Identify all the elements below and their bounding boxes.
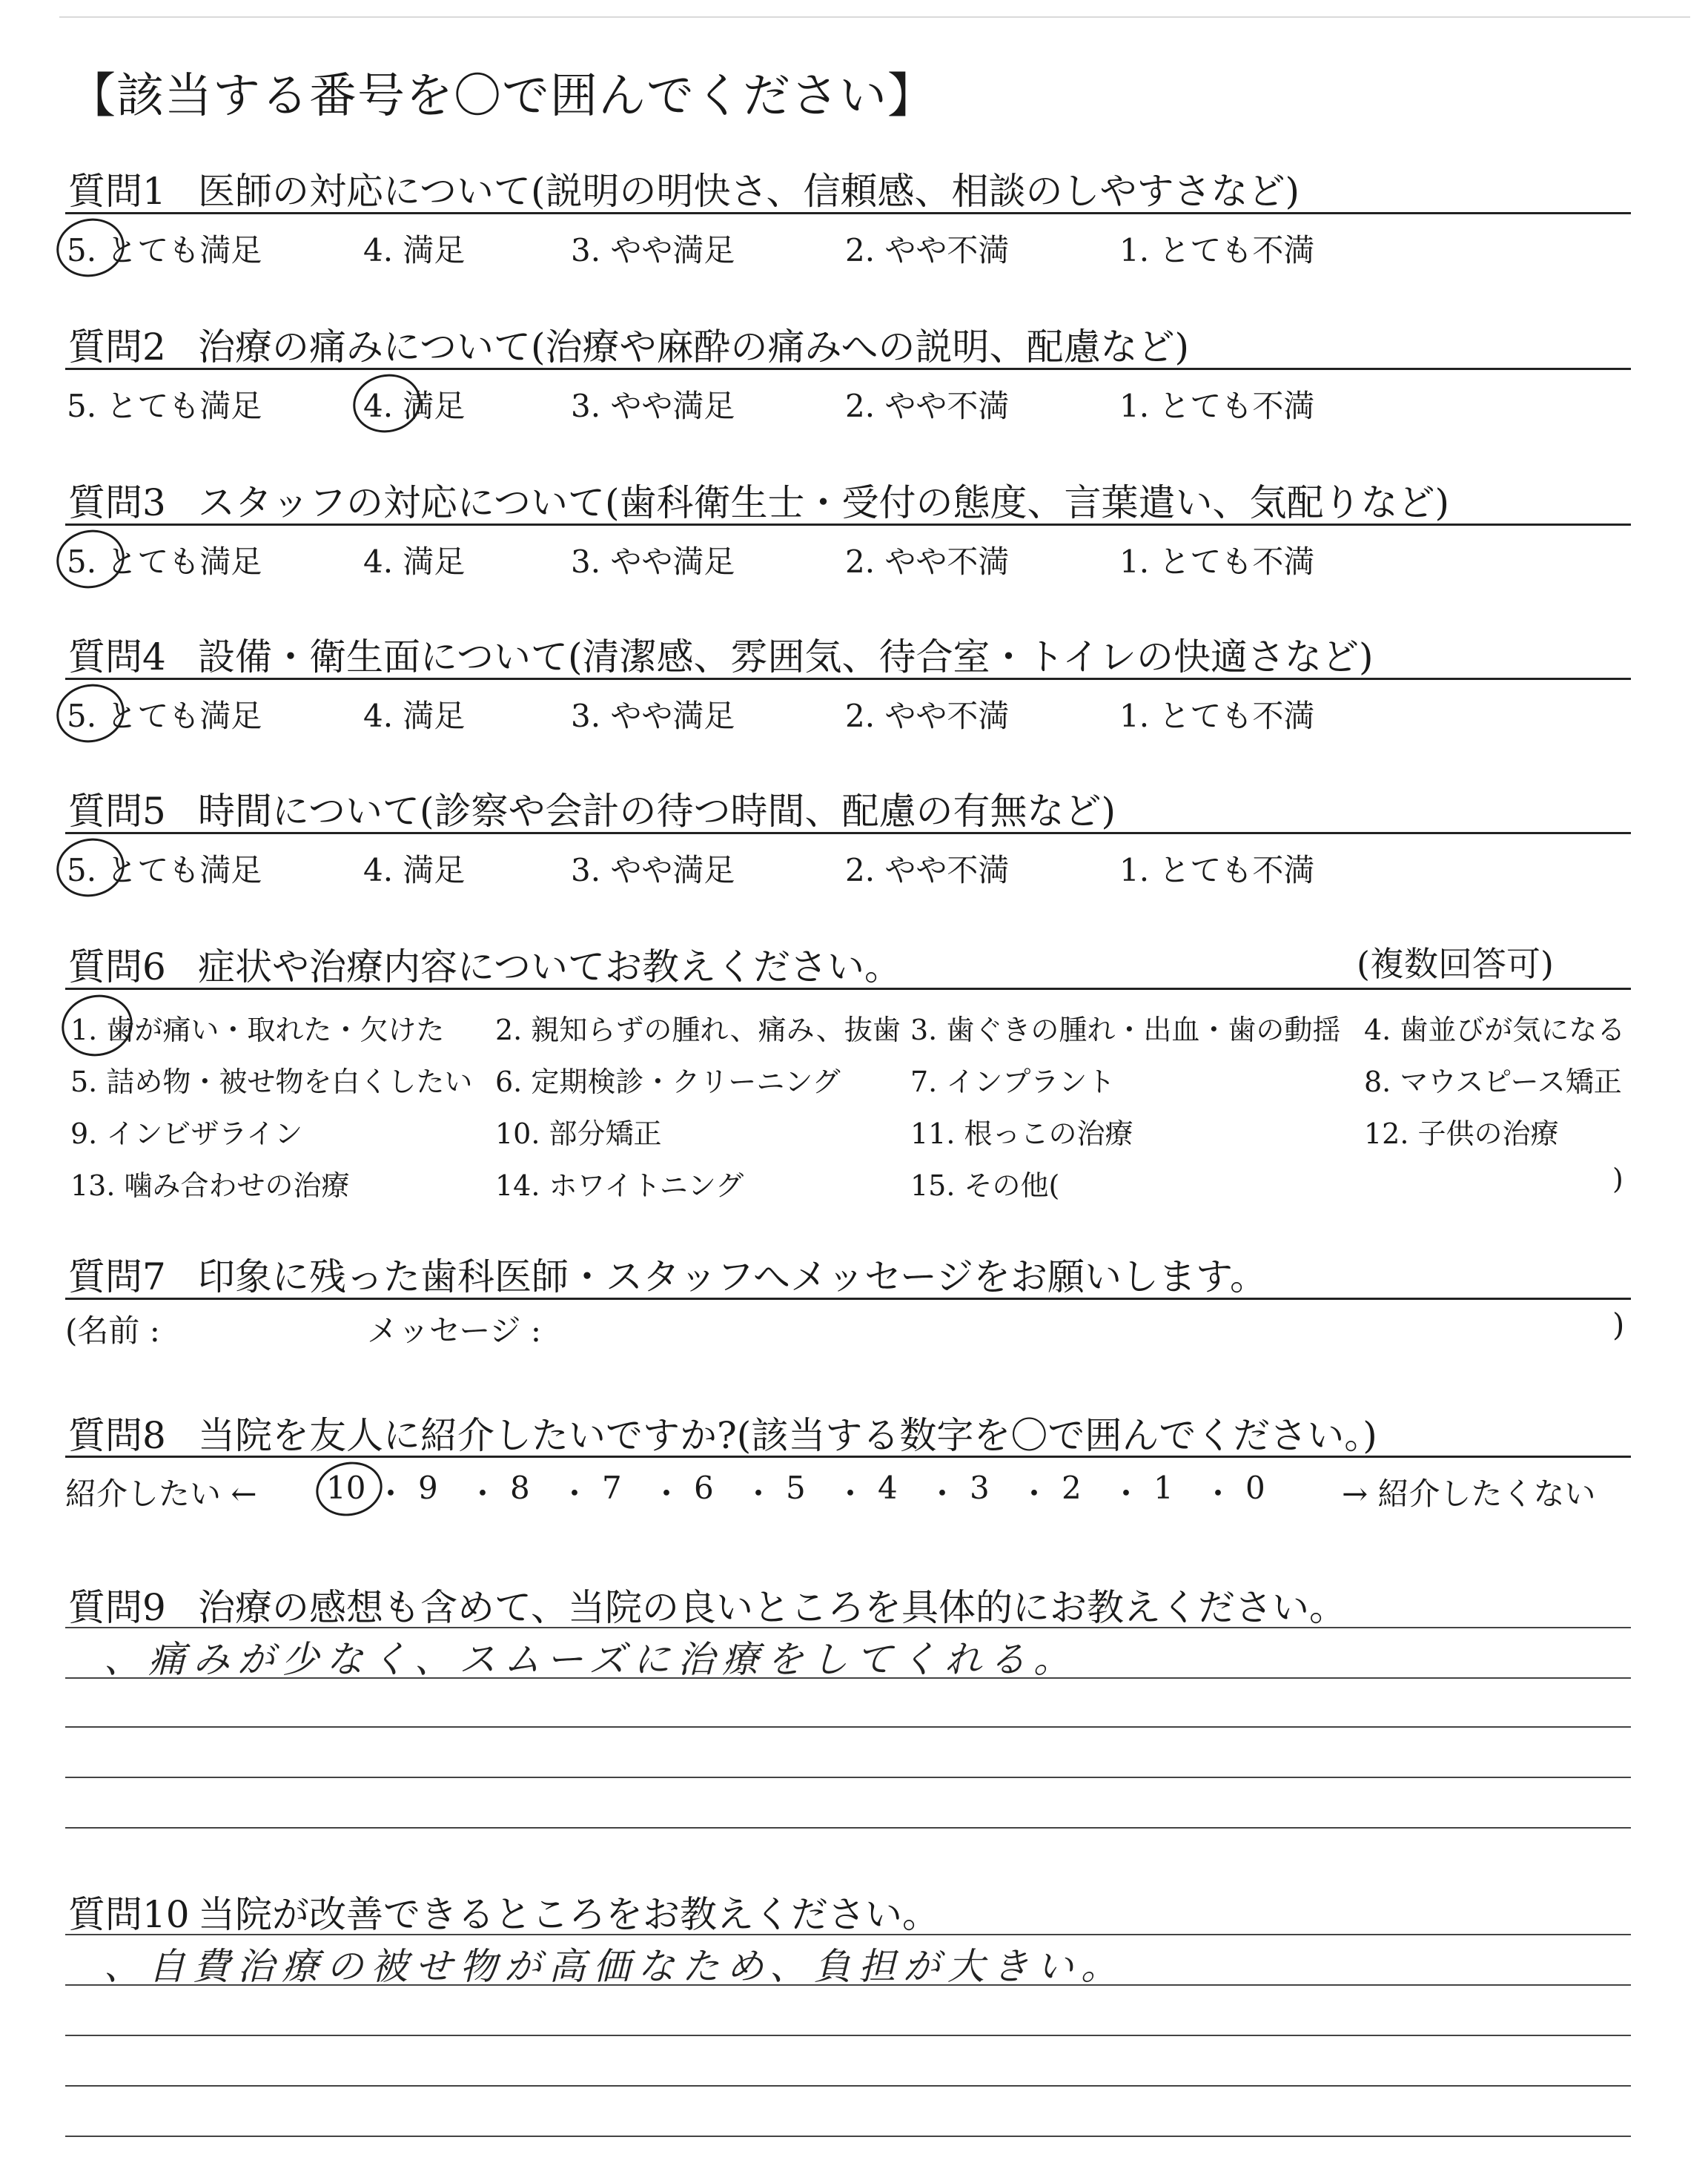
q3-option-5[interactable]: 5. とても満足 [67, 544, 262, 580]
q2-option-4[interactable]: 4. 満足 [363, 388, 466, 424]
q7-close-paren: ) [1612, 1307, 1625, 1343]
q6-option-10[interactable]: 10. 部分矯正 [495, 1117, 662, 1150]
q3-option-2[interactable]: 2. やや不満 [845, 544, 1010, 580]
q4-option-4[interactable]: 4. 満足 [363, 698, 466, 734]
q6-number: 質問6 [68, 945, 166, 988]
q6-option-15[interactable]: 15. その他( [910, 1169, 1060, 1202]
q1-number: 質問1 [68, 170, 166, 213]
q9-handwritten-answer: 、痛みが少なく、スムーズに治療をしてくれる。 [104, 1638, 1078, 1681]
q4-option-1[interactable]: 1. とても不満 [1119, 698, 1315, 734]
q1-option-1[interactable]: 1. とても不満 [1119, 232, 1315, 268]
q6-other-close-paren: ) [1612, 1163, 1623, 1195]
q5-number: 質問5 [68, 790, 166, 833]
q1-option-5[interactable]: 5. とても満足 [67, 232, 262, 268]
q9-line-5 [65, 1827, 1631, 1829]
q6-title [68, 937, 901, 991]
q6-option-14[interactable]: 14. ホワイトニング [495, 1169, 744, 1202]
q2-selection-circle [348, 368, 426, 438]
q9-line-3 [65, 1726, 1631, 1728]
q4-number: 質問4 [68, 635, 166, 678]
q7-message-label: メッセージ : [367, 1312, 541, 1349]
q8-right-label: → 紹介したくない [1342, 1476, 1596, 1512]
q9-line-2 [65, 1677, 1631, 1679]
q6-option-8[interactable]: 8. マウスピース矯正 [1364, 1066, 1622, 1098]
q5-option-1[interactable]: 1. とても不満 [1119, 852, 1315, 888]
q8-rule [65, 1456, 1631, 1458]
q7-name-label: (名前 : [65, 1312, 160, 1349]
q10-line-4 [65, 2085, 1631, 2087]
q2-option-5[interactable]: 5. とても満足 [67, 388, 262, 424]
q1-option-3[interactable]: 3. やや満足 [571, 232, 735, 268]
q8-title [68, 1406, 1377, 1459]
q2-text: 治療の痛みについて(治療や麻酔の痛みへの説明、配慮など) [198, 326, 1190, 369]
q8-separator: ・ [743, 1476, 775, 1512]
q10-title [68, 1885, 939, 1938]
q8-separator: ・ [467, 1476, 499, 1512]
q3-option-4[interactable]: 4. 満足 [363, 544, 466, 580]
q2-number: 質問2 [68, 326, 166, 369]
q2-title [68, 317, 1189, 371]
q3-selection-circle [51, 524, 130, 594]
q1-option-2[interactable]: 2. やや不満 [845, 232, 1010, 268]
q6-option-3[interactable]: 3. 歯ぐきの腫れ・出血・歯の動揺 [910, 1014, 1341, 1046]
q10-handwritten-answer: 、自費治療の被せ物が高価なため、負担が大きい。 [104, 1945, 1125, 1988]
q6-option-13[interactable]: 13. 噛み合わせの治療 [70, 1169, 350, 1202]
q6-option-2[interactable]: 2. 親知らずの腫れ、痛み、抜歯 [495, 1014, 901, 1046]
q8-separator: ・ [1110, 1476, 1142, 1512]
q4-title [68, 627, 1374, 681]
q10-line-5 [65, 2136, 1631, 2137]
q3-text: スタッフの対応について(歯科衛生士・受付の態度、言葉遣い、気配りなど) [198, 481, 1450, 524]
q1-text: 医師の対応について(説明の明快さ、信頼感、相談のしやすさなど) [198, 170, 1300, 213]
q5-option-5[interactable]: 5. とても満足 [67, 852, 262, 888]
q10-text: 当院が改善できるところをお教えください。 [198, 1893, 939, 1936]
q6-multiple-note: (複数回答可) [1357, 944, 1554, 984]
q6-option-9[interactable]: 9. インビザライン [70, 1117, 303, 1150]
q9-text: 治療の感想も含めて、当院の良いところを具体的にお教えください。 [198, 1586, 1346, 1629]
q5-option-4[interactable]: 4. 満足 [363, 852, 466, 888]
q6-option-4[interactable]: 4. 歯並びが気になる [1364, 1014, 1626, 1046]
q8-score-3[interactable]: 3 [970, 1470, 990, 1506]
q8-score-8[interactable]: 8 [510, 1470, 530, 1506]
q8-separator: ・ [375, 1476, 407, 1512]
q1-selection-circle [51, 212, 130, 283]
q10-line-3 [65, 2035, 1631, 2036]
q9-line-4 [65, 1777, 1631, 1778]
q3-title [68, 473, 1449, 526]
q5-text: 時間について(診察や会計の待つ時間、配慮の有無など) [198, 790, 1116, 833]
top-border [59, 16, 1690, 18]
q2-option-2[interactable]: 2. やや不満 [845, 388, 1010, 424]
q3-option-1[interactable]: 1. とても不満 [1119, 544, 1315, 580]
q7-title [68, 1247, 1267, 1301]
q6-option-11[interactable]: 11. 根っこの治療 [910, 1117, 1133, 1150]
q5-option-2[interactable]: 2. やや不満 [845, 852, 1010, 888]
form-header: 【該当する番号を〇で囲んでください】 [68, 69, 936, 124]
q4-option-3[interactable]: 3. やや満足 [571, 698, 735, 734]
q8-separator: ・ [1202, 1476, 1234, 1512]
q4-text: 設備・衛生面について(清潔感、雰囲気、待合室・トイレの快適さなど) [198, 635, 1374, 678]
q7-rule [65, 1298, 1631, 1300]
q8-score-9[interactable]: 9 [418, 1470, 438, 1506]
q8-score-10[interactable]: 10 [326, 1470, 366, 1506]
q2-rule [65, 368, 1631, 370]
q8-score-0[interactable]: 0 [1245, 1470, 1265, 1506]
q8-separator: ・ [559, 1476, 591, 1512]
q6-option-6[interactable]: 6. 定期検診・クリーニング [495, 1066, 841, 1098]
q2-option-1[interactable]: 1. とても不満 [1119, 388, 1315, 424]
q1-title [68, 162, 1300, 215]
q1-option-4[interactable]: 4. 満足 [363, 232, 466, 268]
q6-option-5[interactable]: 5. 詰め物・被せ物を白くしたい [70, 1066, 473, 1098]
q6-rule [65, 988, 1631, 990]
q8-separator: ・ [651, 1476, 683, 1512]
q4-option-5[interactable]: 5. とても満足 [67, 698, 262, 734]
q5-title [68, 782, 1116, 835]
q7-number: 質問7 [68, 1255, 166, 1298]
q8-separator: ・ [835, 1476, 867, 1512]
q4-selection-circle [51, 678, 130, 748]
q1-rule [65, 212, 1631, 214]
q6-selection-circle [56, 988, 139, 1063]
q2-option-3[interactable]: 3. やや満足 [571, 388, 735, 424]
q5-selection-circle [51, 832, 130, 902]
q6-text: 症状や治療内容についてお教えください。 [198, 945, 901, 988]
q8-score-4[interactable]: 4 [878, 1470, 898, 1506]
q5-rule [65, 832, 1631, 834]
q5-option-3[interactable]: 3. やや満足 [571, 852, 735, 888]
q9-line-1 [65, 1627, 1631, 1628]
q4-option-2[interactable]: 2. やや不満 [845, 698, 1010, 734]
q10-number: 質問10 [68, 1893, 190, 1936]
q8-number: 質問8 [68, 1414, 166, 1457]
q4-rule [65, 678, 1631, 680]
q9-number: 質問9 [68, 1586, 166, 1629]
q8-score-5[interactable]: 5 [786, 1470, 806, 1506]
q10-line-1 [65, 1934, 1631, 1935]
q8-score-2[interactable]: 2 [1062, 1470, 1082, 1506]
q8-score-1[interactable]: 1 [1153, 1470, 1174, 1506]
q10-line-2 [65, 1984, 1631, 1986]
q8-left-label: 紹介したい ← [65, 1476, 257, 1512]
q6-option-1[interactable]: 1. 歯が痛い・取れた・欠けた [70, 1014, 445, 1046]
q3-rule [65, 524, 1631, 526]
q8-separator: ・ [1019, 1476, 1050, 1512]
q3-option-3[interactable]: 3. やや満足 [571, 544, 735, 580]
q8-score-7[interactable]: 7 [602, 1470, 622, 1506]
q9-title [68, 1578, 1346, 1631]
q6-option-7[interactable]: 7. インプラント [910, 1066, 1116, 1098]
q6-option-12[interactable]: 12. 子供の治療 [1364, 1117, 1559, 1150]
q7-text: 印象に残った歯科医師・スタッフへメッセージをお願いします。 [198, 1255, 1267, 1298]
q8-score-6[interactable]: 6 [694, 1470, 714, 1506]
q8-text: 当院を友人に紹介したいですか?(該当する数字を〇で囲んでください。) [198, 1414, 1377, 1457]
q8-separator: ・ [927, 1476, 959, 1512]
q3-number: 質問3 [68, 481, 166, 524]
